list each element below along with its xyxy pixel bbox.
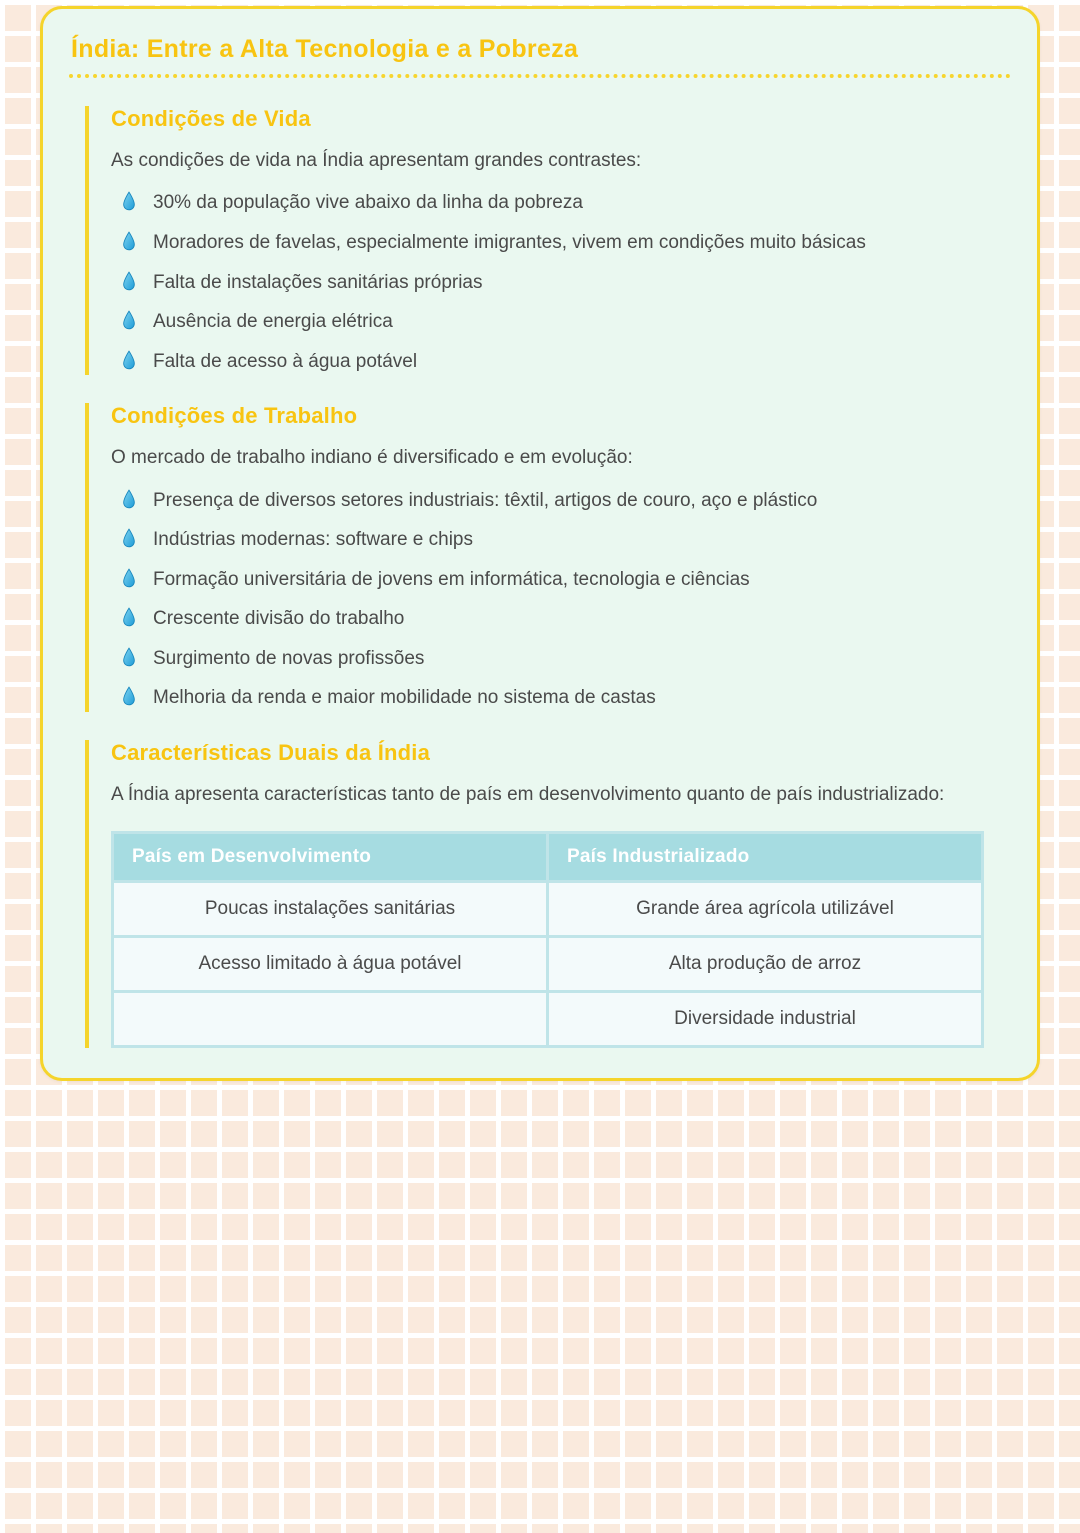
section-work-conditions (85, 403, 1011, 712)
list-item (121, 487, 1011, 515)
section-intro: A Índia apresenta características tanto de país em desenvolvimento quanto de país industrializado: (111, 783, 945, 805)
water-drop-icon (121, 271, 137, 292)
section-heading: Condições de Vida (111, 106, 311, 131)
table-row (113, 937, 983, 992)
table-cell: Poucas instalações sanitárias (113, 882, 548, 937)
section-living-conditions (85, 106, 1011, 375)
list-item (121, 645, 1011, 673)
list-item-text: Falta de instalações sanitárias próprias (153, 271, 483, 293)
list-item-text: Melhoria da renda e maior mobilidade no sistema de castas (153, 687, 656, 709)
list-item (121, 269, 1011, 297)
water-drop-icon (121, 528, 137, 549)
table-cell: Grande área agrícola utilizável (548, 882, 983, 937)
list-item-text: Crescente divisão do trabalho (153, 608, 405, 630)
list-item-text: Indústrias modernas: software e chips (153, 529, 473, 551)
notes-card (40, 6, 1040, 1081)
section-heading: Condições de Trabalho (111, 403, 358, 429)
list-item (121, 684, 1011, 712)
section-intro: As condições de vida na Índia apresentam grandes contrastes: (111, 150, 642, 171)
table-header-cell: País em Desenvolvimento (113, 833, 548, 882)
table-row (113, 882, 983, 937)
bullet-list (111, 487, 1011, 712)
list-item (121, 348, 1011, 376)
list-item (121, 229, 1011, 257)
title-underline (69, 74, 1011, 78)
list-item-text: Formação universitária de jovens em informática, tecnologia e ciências (153, 568, 750, 590)
table-cell: Diversidade industrial (548, 992, 983, 1047)
table-cell: Alta produção de arroz (548, 937, 983, 992)
list-item-text: Ausência de energia elétrica (153, 311, 393, 333)
bullet-list (111, 189, 1011, 375)
list-item (121, 566, 1011, 594)
table-row (113, 992, 983, 1047)
duality-table (111, 831, 984, 1048)
table-cell (113, 992, 548, 1047)
list-item-text: Surgimento de novas profissões (153, 647, 425, 669)
list-item-text: Presença de diversos setores industriais: têxtil, artigos de couro, aço e plástico (153, 489, 818, 511)
list-item (121, 189, 1011, 217)
water-drop-icon (121, 231, 137, 252)
water-drop-icon (121, 686, 137, 707)
table-cell: Acesso limitado à água potável (113, 937, 548, 992)
list-item-text: Moradores de favelas, especialmente imigrantes, vivem em condições muito básicas (153, 231, 866, 253)
list-item (121, 308, 1011, 336)
water-drop-icon (121, 191, 137, 212)
list-item (121, 526, 1011, 554)
section-heading: Características Duais da Índia (111, 739, 431, 765)
section-dual-characteristics (85, 740, 1011, 1048)
section-intro: O mercado de trabalho indiano é diversificado e em evolução: (111, 447, 633, 469)
table-header-cell: País Industrializado (548, 833, 983, 882)
water-drop-icon (121, 647, 137, 668)
list-item-text: Falta de acesso à água potável (153, 350, 418, 372)
water-drop-icon (121, 350, 137, 371)
water-drop-icon (121, 568, 137, 589)
table-header-row (113, 833, 983, 882)
water-drop-icon (121, 310, 137, 331)
water-drop-icon (121, 607, 137, 628)
water-drop-icon (121, 489, 137, 510)
list-item-text: 30% da população vive abaixo da linha da pobreza (153, 192, 583, 214)
page-title: Índia: Entre a Alta Tecnologia e a Pobreza (71, 35, 579, 63)
list-item (121, 605, 1011, 633)
